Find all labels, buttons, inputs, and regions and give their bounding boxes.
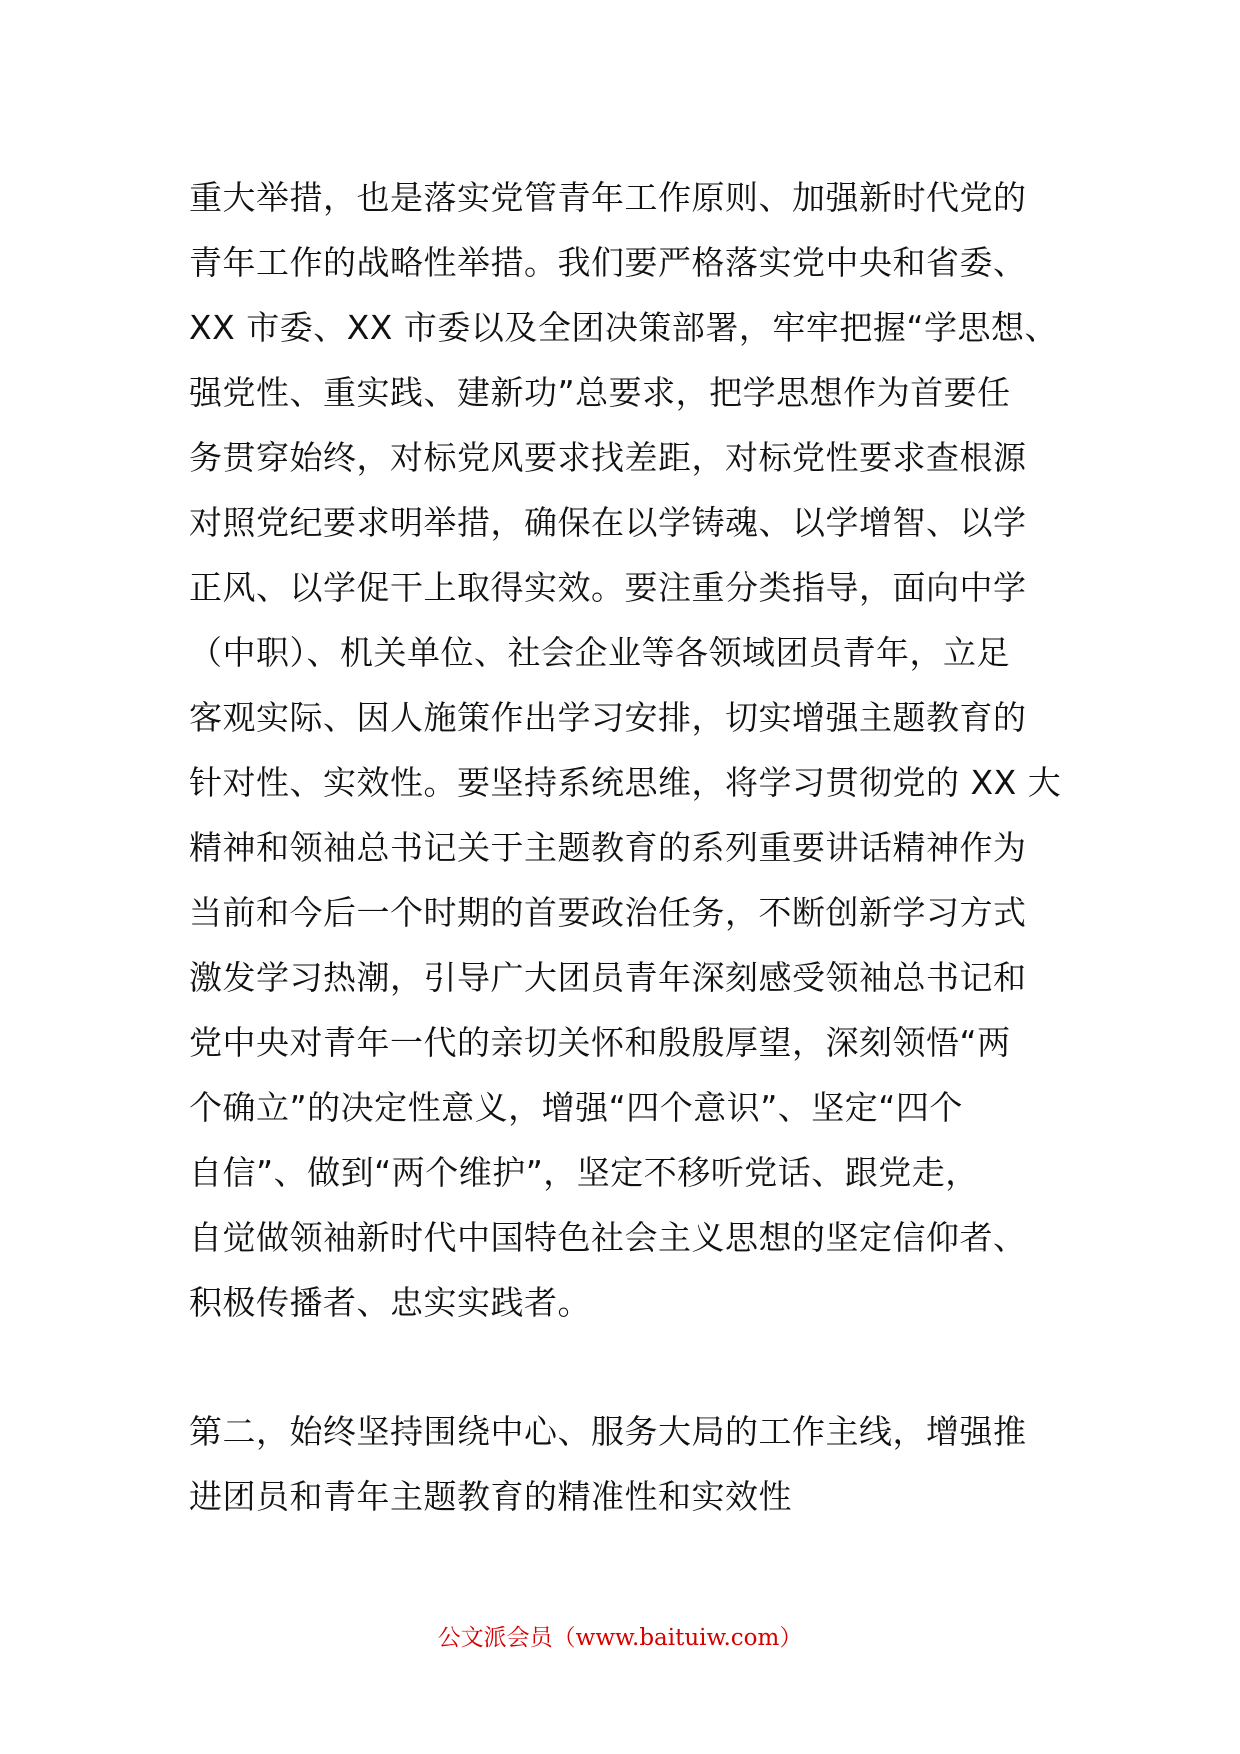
- text-line: 积极传播者、忠实实践者。: [189, 1283, 591, 1322]
- text-line: 自觉做领袖新时代中国特色社会主义思想的坚定信仰者、: [189, 1218, 1027, 1257]
- text-line: XX 市委、XX 市委以及全团决策部署，牢牢把握“学思想、: [189, 308, 1059, 347]
- text-line: 精神和领袖总书记关于主题教育的系列重要讲话精神作为: [189, 828, 1027, 867]
- text-line: （中职）、机关单位、社会企业等各领域团员青年，立足: [189, 633, 1010, 672]
- text-line: 务贯穿始终，对标党风要求找差距，对标党性要求查根源: [189, 438, 1027, 477]
- text-line: 正风、以学促干上取得实效。要注重分类指导，面向中学: [189, 568, 1027, 607]
- text-line: 针对性、实效性。要坚持系统思维，将学习贯彻党的 XX 大: [189, 763, 1062, 802]
- footer-watermark: 公文派会员（www.baituiw.com）: [437, 1625, 803, 1651]
- text-line: 客观实际、因人施策作出学习安排，切实增强主题教育的: [189, 698, 1027, 737]
- text-line: 当前和今后一个时期的首要政治任务，不断创新学习方式: [189, 893, 1027, 932]
- text-line: 党中央对青年一代的亲切关怀和殷殷厚望，深刻领悟“两: [189, 1023, 1011, 1062]
- text-line: 对照党纪要求明举措，确保在以学铸魂、以学增智、以学: [189, 503, 1027, 542]
- text-line: 激发学习热潮，引导广大团员青年深刻感受领袖总书记和: [189, 958, 1027, 997]
- text-line: 第二，始终坚持围绕中心、服务大局的工作主线，增强推: [189, 1412, 1027, 1451]
- text-line: 个确立”的决定性意义，增强“四个意识”、坚定“四个: [189, 1088, 963, 1127]
- text-line: 重大举措，也是落实党管青年工作原则、加强新时代党的: [189, 178, 1027, 217]
- text-line: 强党性、重实践、建新功”总要求，把学思想作为首要任: [189, 373, 1011, 412]
- text-line: 青年工作的战略性举措。我们要严格落实党中央和省委、: [189, 243, 1027, 282]
- text-line: 进团员和青年主题教育的精准性和实效性: [189, 1477, 792, 1516]
- text-line: 自信”、做到“两个维护”，坚定不移听党话、跟党走，: [189, 1153, 979, 1192]
- body-paragraph-1: [189, 165, 1069, 1335]
- section-heading-paragraph: [189, 1399, 1069, 1529]
